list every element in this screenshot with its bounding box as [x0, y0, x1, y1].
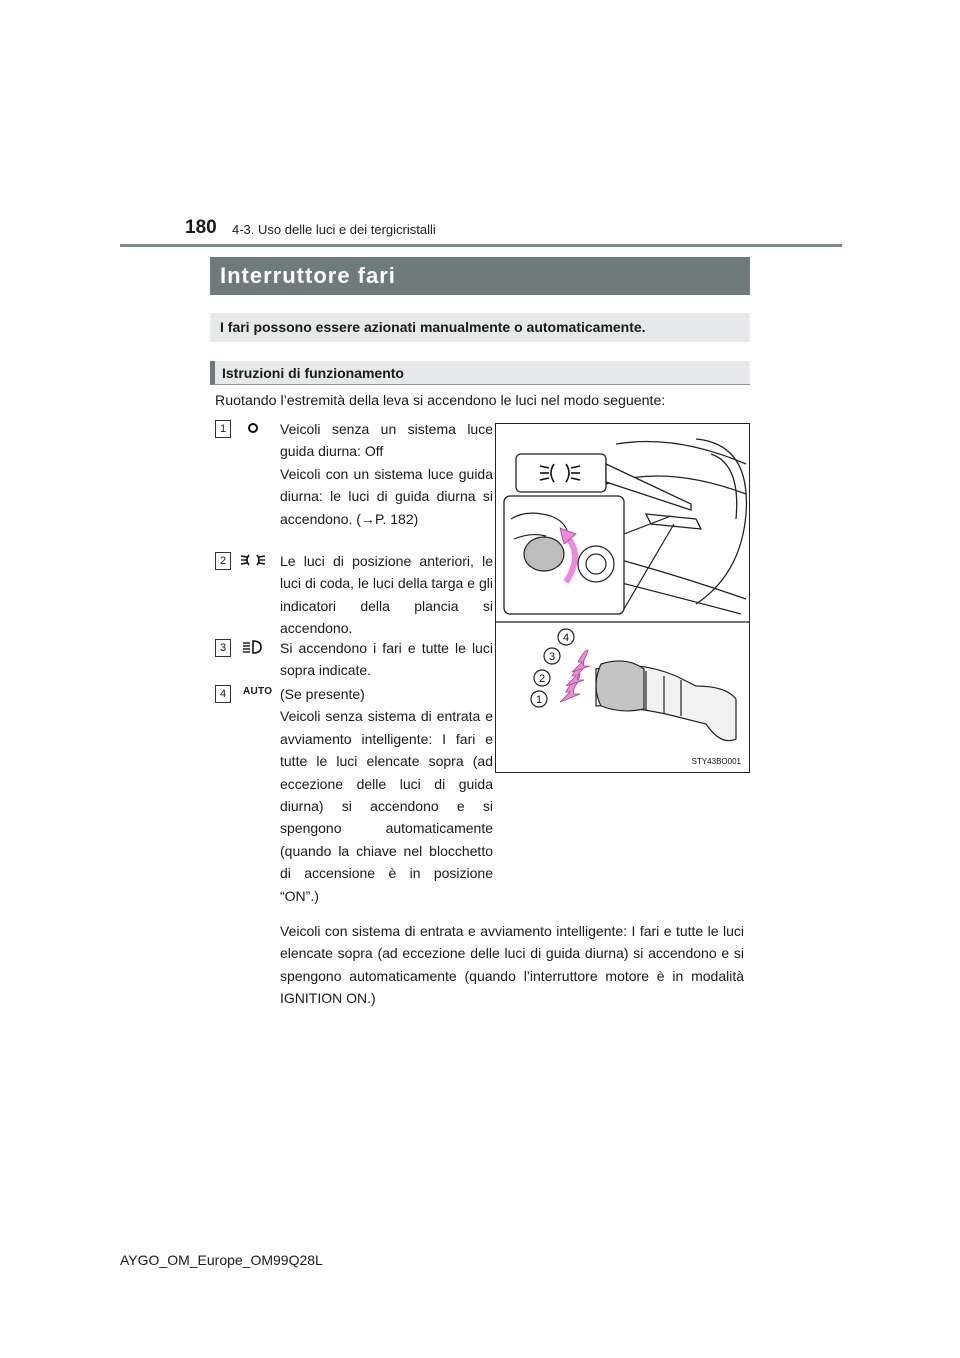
- steering-wheel: [696, 439, 746, 604]
- body-paragraph: Veicoli con sistema di entrata e avviamento intelligente: I fari e tutte le luci elencate sopra (ad eccezione delle luci di guida diurna) si accendono e si spengono automaticamente (quando l’interruttore motore è in modalità IGNITION ON.): [280, 923, 744, 1007]
- item-description: [280, 637, 493, 682]
- header-divider: [120, 244, 842, 247]
- item-description: [280, 550, 493, 640]
- auto-mode-icon: AUTO: [243, 686, 273, 697]
- lead-text: Ruotando l’estremità della leva si accendono le luci nel modo seguente:: [215, 393, 666, 409]
- figure-illustration: [496, 424, 749, 772]
- figure-code: STY43BO001: [691, 757, 741, 766]
- item-paragraph: (Se presente): [280, 686, 365, 702]
- callout-label: 3: [548, 651, 556, 663]
- item-number: 3: [215, 639, 231, 657]
- page-number: 180: [185, 217, 217, 238]
- item-paragraph: Le luci di posizione anteriori, le luci di coda, le luci della targa e gli indicatori della plancia si accendono.: [280, 553, 493, 637]
- position-arrows: [560, 650, 590, 702]
- item-description: [280, 683, 493, 907]
- callout-label: 1: [535, 694, 543, 706]
- intro-text: I fari possono essere azionati manualmente o automaticamente.: [210, 313, 750, 342]
- item-paragraph: Veicoli senza un sistema luce guida diurna: Off: [280, 421, 493, 460]
- sub-heading: Istruzioni di funzionamento: [210, 361, 750, 385]
- headlight-switch-figure: [495, 423, 750, 773]
- item-paragraph: Veicoli con un sistema luce guida diurna: le luci di guida diurna si accendono. (→P. 182): [280, 465, 493, 527]
- dashboard-line: [616, 442, 746, 465]
- chapter-breadcrumb: 4-3. Uso delle luci e dei tergicristalli: [232, 222, 436, 237]
- callout-label: 4: [562, 632, 570, 644]
- item-paragraph: Si accendono i fari e tutte le luci sopra indicate.: [280, 640, 493, 679]
- item-number: 4: [215, 685, 231, 703]
- off-circle-icon: [239, 419, 267, 437]
- lever-closeup: [596, 661, 736, 741]
- item-description: [280, 418, 493, 530]
- item-number: 1: [215, 420, 231, 438]
- side-lights-icon: [239, 551, 267, 569]
- footer-document-code: AYGO_OM_Europe_OM99Q28L: [120, 1252, 323, 1268]
- item-paragraph: Veicoli senza sistema di entrata e avviamento intelligente: I fari e tutte le luci elencate sopra (ad eccezione delle luci di guida diurna) si accendono e si spengono automaticamente (quando la chiave nel blocchetto di accensione è in posizione “ON”.): [280, 708, 493, 904]
- lever-knob: [524, 537, 564, 571]
- headlight-icon: [239, 638, 267, 656]
- steering-column: [646, 514, 701, 529]
- item-number: 2: [215, 552, 231, 570]
- symbol-callout-box: [516, 454, 606, 492]
- callout-label: 2: [538, 673, 546, 685]
- section-title: Interruttore fari: [210, 257, 750, 295]
